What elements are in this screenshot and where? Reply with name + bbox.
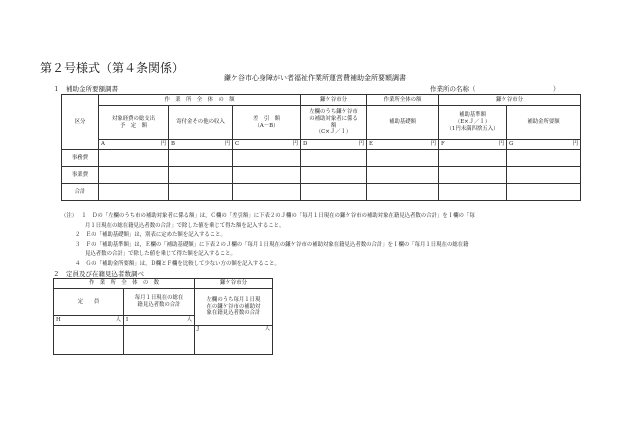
row-label-office: 事務費 [62,150,99,167]
note-line: ４ Ｇの「補助金所要額」は，Ｄ欄とＦ欄を比較して少ない方の額を記入すること。 [75,260,280,267]
note-line: 見込者数の合計」で除した値を乗じて得た額を記入すること。 [85,251,236,258]
unit-cell-f: F 円 [439,140,507,150]
group-header-city: 鎌ケ谷市分 [301,95,367,106]
group-header-city: 鎌ケ谷市分 [195,279,273,289]
group-header-whole: 作 業 所 全 体 の 数 [54,279,195,289]
input-cell[interactable] [169,184,233,201]
unit-cell-e: E 円 [367,140,439,150]
org-name-label: 作業所の名称（ [430,85,476,93]
input-cell[interactable] [439,184,507,201]
col-header-e: 補助基礎額 [367,106,439,140]
note-line: 月１日現在の総在籍見込者数の合計」で除した値を乗じて得た額を記入すること。 [85,222,285,229]
note-line: ２ Ｅの「補助基礎額」は，別表に定めた額を記入すること。 [75,232,226,239]
input-cell[interactable] [507,150,581,167]
input-cell[interactable] [507,167,581,184]
unit-cell-j: J 人 [195,326,273,355]
input-cell[interactable] [99,167,169,184]
col-header-a: 対象経費の総支出 予 定 額 [99,106,169,140]
section2-heading: ２ 定員及び在籍見込者数調べ [53,270,144,278]
col-header-f: 補助基準額 （E×Ｊ／Ｉ） （1円未満四捨五入） [439,106,507,140]
document-title: 鎌ケ谷市心身障がい者福祉作業所運営費補助金所要額調書 [224,74,406,82]
input-cell[interactable] [169,167,233,184]
group-header-whole: 作 業 所 全 体 の 額 [99,95,301,106]
input-cell[interactable] [233,184,301,201]
group-header-city2: 鎌ケ谷市分 [439,95,581,106]
notes [61,212,475,270]
col-header-j: 左欄のうち毎月１日現 在の鎌ケ谷市の補助対 象在籍見込者数の合計 [195,289,273,326]
col-header-h: 定 員 [54,289,124,316]
org-name-field [430,84,560,93]
input-cell[interactable] [301,167,367,184]
subsidy-table [61,94,581,201]
input-cell[interactable] [99,150,169,167]
input-cell[interactable] [367,150,439,167]
capacity-table [53,278,273,355]
col-header-b: 寄付金その他の収入 [169,106,233,140]
col-header-d: 左欄のうち鎌ケ谷市 の補助対象者に係る 額 （C×Ｊ／Ｉ） [301,106,367,140]
input-cell[interactable] [301,150,367,167]
unit-cell-b: B 円 [169,140,233,150]
row-header: 区分 [62,95,99,150]
section1-heading: １ 補助金所要額調書 [53,85,118,93]
input-cell[interactable] [507,184,581,201]
unit-cell-i: I 人 [124,316,195,326]
row-label-total: 合計 [62,184,99,201]
input-cell[interactable] [301,184,367,201]
input-cell[interactable] [233,150,301,167]
input-cell[interactable] [169,150,233,167]
unit-cell-g: G 円 [507,140,581,150]
unit-cell-d: D 円 [301,140,367,150]
col-header-g: 補助金所要額 [507,106,581,140]
input-cell[interactable] [54,326,124,355]
col-header-i: 毎月１日現在の総在 籍見込者数の合計 [124,289,195,316]
input-cell[interactable] [233,167,301,184]
group-header-whole2: 作業所全体の額 [367,95,439,106]
note-line: １ Ｄの「左欄のうち市の補助対象者に係る額」は，Ｃ欄の「差引額」に下表２のＪ欄の「毎月１日現在の鎌ケ谷市の補助対象在籍見込者数の合計」をＩ欄の「毎 [81,213,475,219]
input-cell[interactable] [99,184,169,201]
note-line: ３ Ｆの「補助基準額」は，Ｅ欄の「補助基礎額」に下表２のＪ欄の「毎月１日現在の鎌ケ谷市の補助対象在籍見込者数の合計」をＩ欄の「毎月１日現在の総在籍 [75,241,469,248]
form-title: 第２号様式（第４条関係） [40,61,185,75]
input-cell[interactable] [367,184,439,201]
input-cell[interactable] [367,167,439,184]
org-name-close: ） [553,85,560,93]
unit-cell-c: C 円 [233,140,301,150]
input-cell[interactable] [124,326,195,355]
col-header-c: 差 引 額 （A－B） [233,106,301,140]
notes-prefix: （注） [61,213,78,219]
input-cell[interactable] [439,167,507,184]
unit-cell-h: H 人 [54,316,124,326]
row-label-business: 事業費 [62,167,99,184]
input-cell[interactable] [439,150,507,167]
unit-cell-a: A 円 [99,140,169,150]
